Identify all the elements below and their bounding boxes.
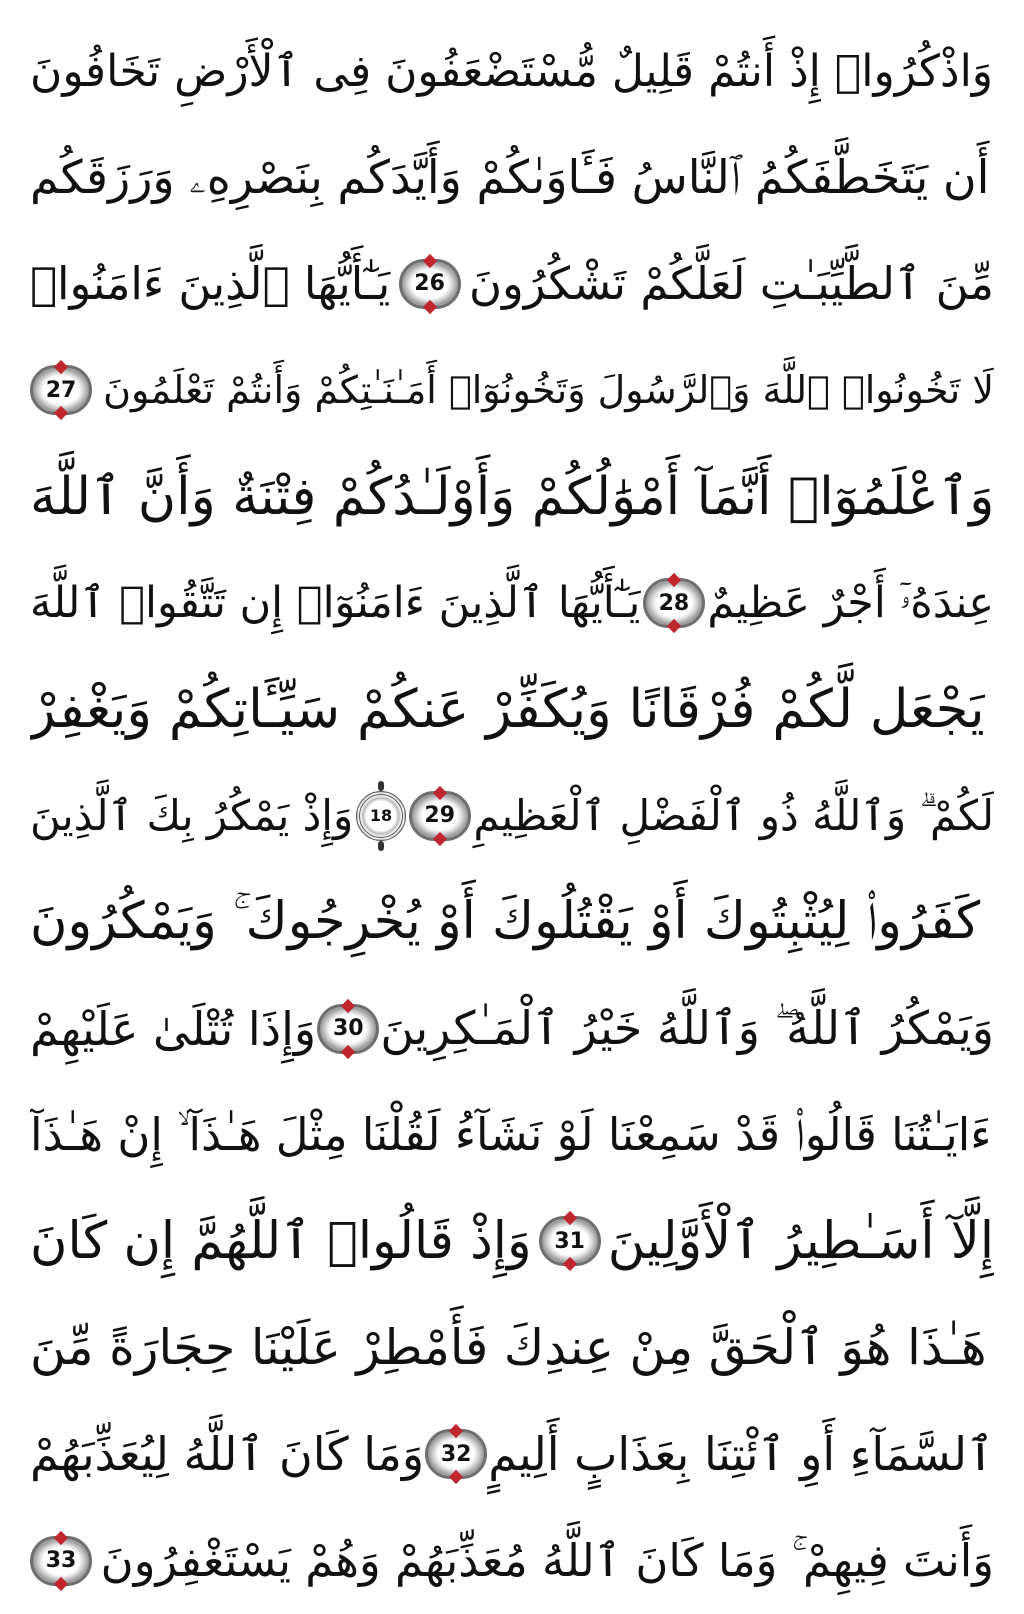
verse-text: لَكُمْ ۗ وَٱللَّهُ ذُو ٱلْفَضْلِ ٱلْعَظِيمِ (473, 790, 994, 840)
verse-number-marker (399, 259, 461, 309)
verse-text: أَن يَتَخَطَّفَكُمُ ٱلنَّاسُ فَـَٔاوَىٰكُمْ وَأَيَّدَكُم بِنَصْرِهِۦ وَرَزَقَكُم (30, 149, 990, 204)
verse-text: لَا تَخُونُوا۟ ٱللَّهَ وَٱلرَّسُولَ وَتَخُونُوٓا۟ أَمَـٰنَـٰتِكُمْ وَأَنتُمْ تَعْلَمُونَ (103, 368, 994, 413)
verse-text: وَيَمْكُرُ ٱللَّهُ ۖ وَٱللَّهُ خَيْرُ ٱلْمَـٰكِرِينَ (380, 1000, 994, 1055)
verse-number: 27 (45, 377, 77, 403)
verse-text: ءَايَـٰتُنَا قَالُوا۟ قَدْ سَمِعْنَا لَوْ نَشَآءُ لَقُلْنَا مِثْلَ هَـٰذَآ ۙ إِنْ هَـٰذَآ (30, 1108, 992, 1162)
hizb-ornament-top (378, 781, 384, 791)
verse-text: وَٱعْلَمُوٓا۟ أَنَّمَآ أَمْوَٰلُكُمْ وَأَوْلَـٰدُكُمْ فِتْنَةٌ وَأَنَّ ٱللَّهَ (30, 466, 994, 527)
text-line-1 (30, 18, 994, 124)
text-line-15 (30, 1507, 994, 1613)
text-line-4 (30, 337, 994, 443)
verse-number-marker (30, 365, 92, 415)
verse-number: 32 (440, 1441, 472, 1467)
verse-text: إِلَّآ أَسَـٰطِيرُ ٱلْأَوَّلِينَ (607, 1212, 994, 1272)
verse-text: كَفَرُوا۟ لِيُثْبِتُوكَ أَوْ يَقْتُلُوكَ أَوْ يُخْرِجُوكَ ۚ وَيَمْكُرُونَ (30, 892, 981, 952)
text-line-11 (30, 1082, 994, 1188)
verse-text: وَأَنتَ فِيهِمْ ۚ وَمَا كَانَ ٱللَّهُ مُعَذِّبَهُمْ وَهُمْ يَسْتَغْفِرُونَ (100, 1533, 994, 1587)
text-line-7 (30, 656, 994, 762)
verse-text: وَاذْكُرُوا۟ إِذْ أَنتُمْ قَلِيلٌ مُّسْتَضْعَفُونَ فِى ٱلْأَرْضِ تَخَافُونَ (30, 45, 994, 97)
verse-text: مِّنَ ٱلطَّيِّبَـٰتِ لَعَلَّكُمْ تَشْكُرُونَ (468, 257, 994, 311)
verse-number: 33 (45, 1548, 77, 1574)
verse-number-marker (425, 1429, 487, 1479)
verse-text: يَـٰٓأَيُّهَا ٱلَّذِينَ ءَامَنُوٓا۟ إِن تَتَّقُوا۟ ٱللَّهَ (30, 578, 641, 629)
text-line-3 (30, 231, 994, 337)
verse-text: وَإِذَا تُتْلَىٰ عَلَيْهِمْ (30, 1001, 317, 1056)
hizb-marker (356, 781, 406, 851)
verse-number-marker (409, 791, 471, 841)
hizb-ornament-bottom (378, 841, 384, 851)
verse-number-marker (30, 1536, 92, 1586)
verse-text: يَجْعَل لَّكُمْ فُرْقَانًا وَيُكَفِّرْ عَنكُمْ سَيِّـَٔاتِكُمْ وَيَغْفِرْ (30, 679, 985, 741)
verse-text: وَمَا كَانَ ٱللَّهُ لِيُعَذِّبَهُمْ (30, 1427, 425, 1482)
verse-text: يَـٰٓأَيُّهَا ٱلَّذِينَ ءَامَنُوا۟ (30, 257, 391, 311)
text-line-10 (30, 976, 994, 1082)
verse-number: 31 (554, 1228, 585, 1254)
text-line-9 (30, 869, 994, 975)
verse-text: وَإِذْ قَالُوا۟ ٱللَّهُمَّ إِن كَانَ (30, 1212, 532, 1272)
text-line-2 (30, 124, 994, 230)
verse-number: 26 (414, 271, 445, 297)
verse-number-marker (643, 578, 705, 628)
verse-text: هَـٰذَا هُوَ ٱلْحَقَّ مِنْ عِندِكَ فَأَمْطِرْ عَلَيْنَا حِجَارَةً مِّنَ (30, 1319, 987, 1377)
verse-number: 30 (332, 1016, 364, 1042)
verse-number-marker (539, 1216, 601, 1266)
verse-text: وَإِذْ يَمْكُرُ بِكَ ٱلَّذِينَ (30, 791, 354, 841)
verse-number: 28 (658, 590, 690, 616)
verse-number-marker (317, 1004, 379, 1054)
verse-number: 29 (424, 803, 456, 829)
text-line-14 (30, 1401, 994, 1507)
text-line-8 (30, 763, 994, 869)
hizb-number: 18 (369, 806, 393, 826)
hizb-ring (356, 791, 406, 841)
text-line-6 (30, 550, 994, 656)
text-line-5 (30, 444, 994, 550)
text-line-13 (30, 1295, 994, 1401)
verse-text: عِندَهُۥٓ أَجْرٌ عَظِيمٌ (707, 578, 994, 629)
verse-text: ٱلسَّمَآءِ أَوِ ٱئْتِنَا بِعَذَابٍ أَلِيمٍ (488, 1427, 994, 1482)
text-line-12 (30, 1188, 994, 1294)
